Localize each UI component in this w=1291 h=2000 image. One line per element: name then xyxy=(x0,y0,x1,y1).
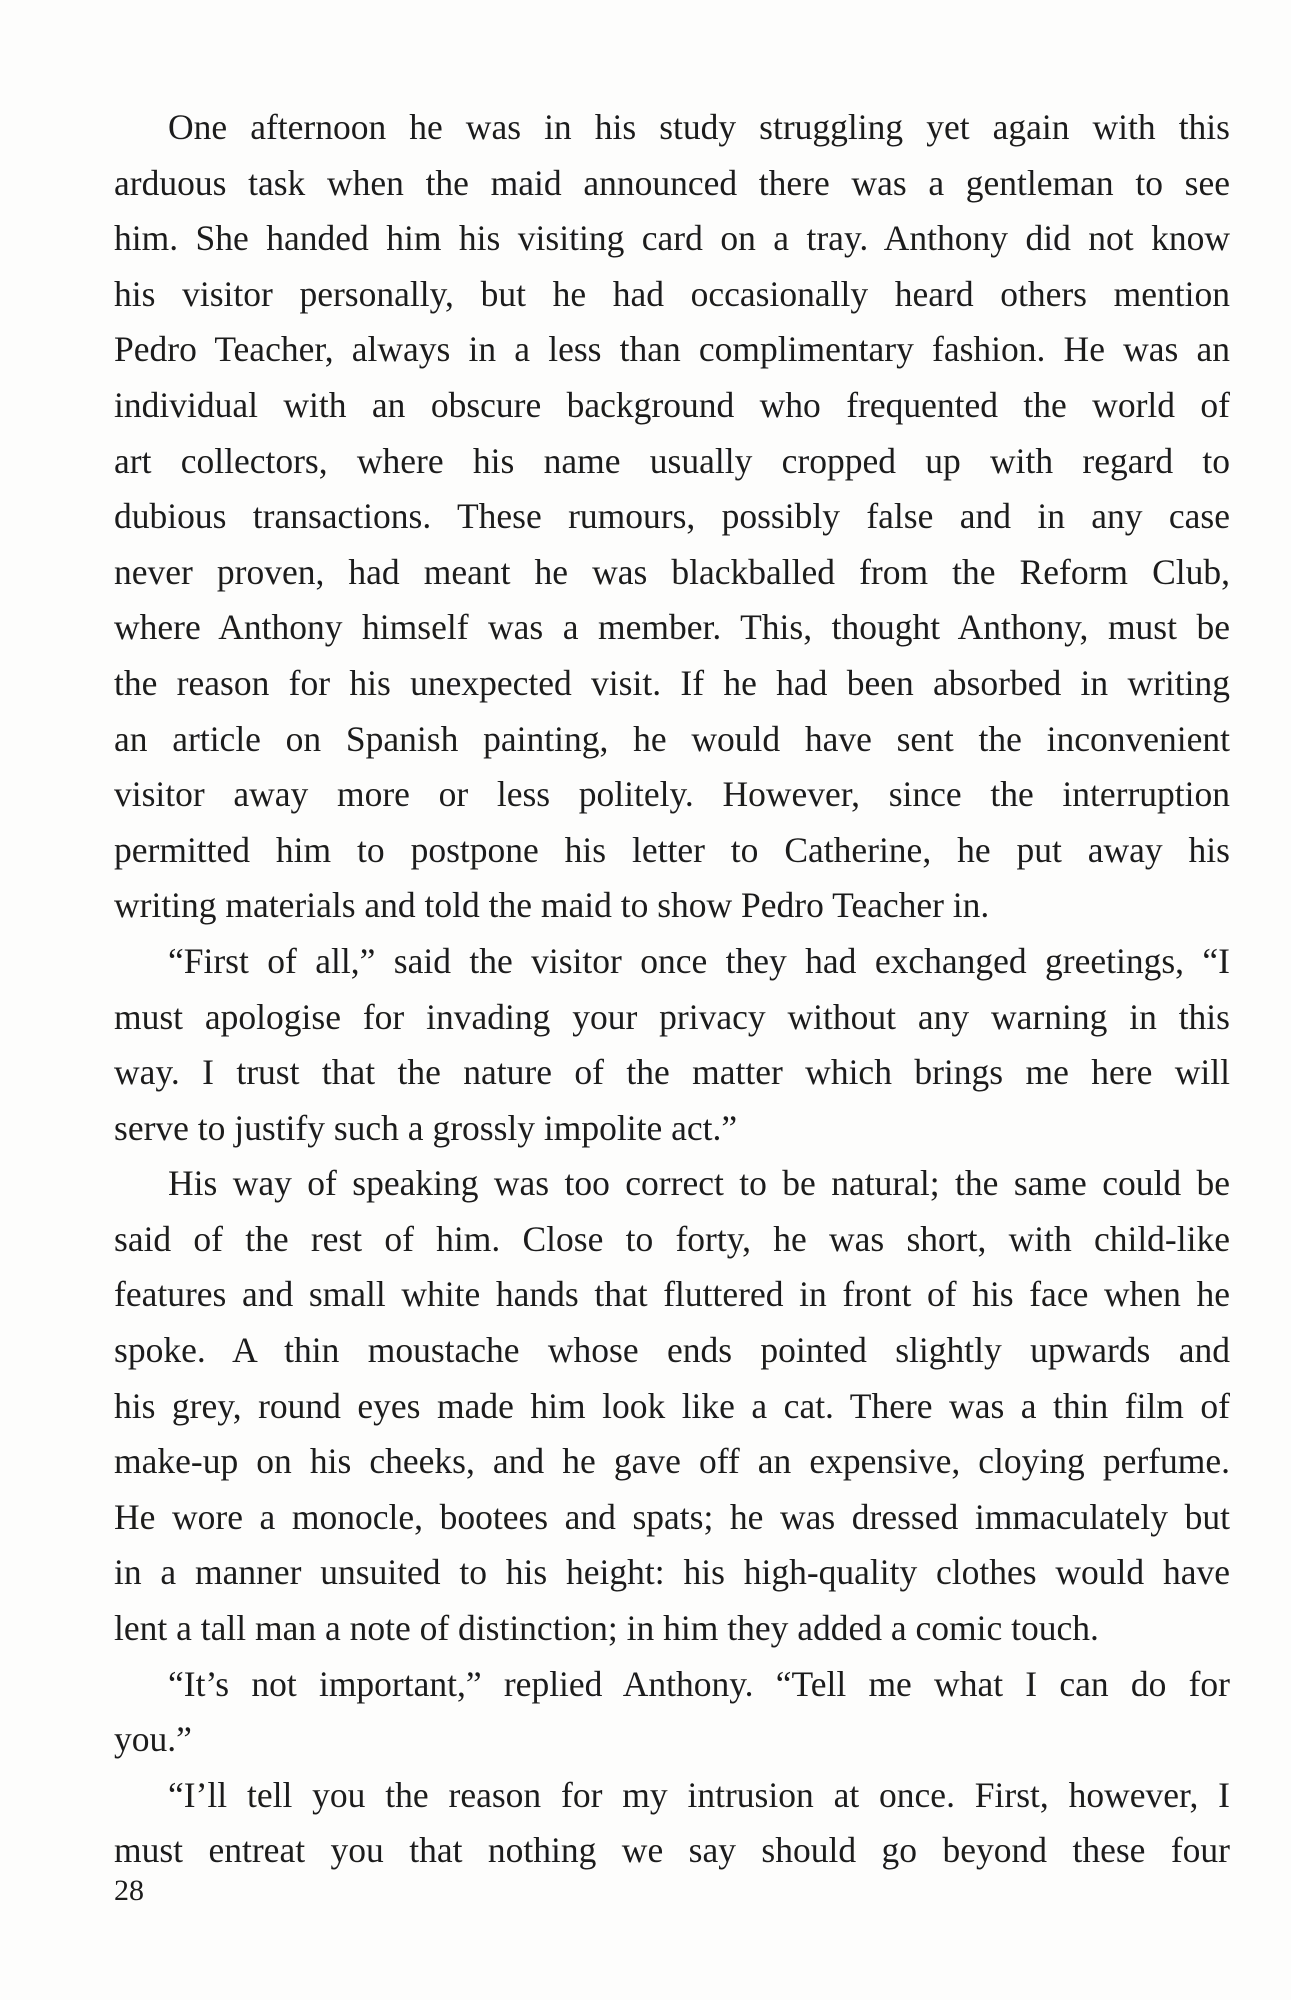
text-line: way. I trust that the nature of the matter which brings me here will xyxy=(114,1052,1230,1093)
text-line: where Anthony himself was a member. This, thought Anthony, must be xyxy=(114,607,1230,648)
text-line: never proven, had meant he was blackballed from the Reform Club, xyxy=(114,551,1230,592)
text-line: serve to justify such a grossly impolite act.” xyxy=(114,1107,738,1148)
text-line: individual with an obscure background who frequented the world of xyxy=(114,384,1230,425)
body-text xyxy=(114,100,1230,1879)
text-line: an article on Spanish painting, he would have sent the inconvenient xyxy=(114,718,1230,759)
text-line: his grey, round eyes made him look like a cat. There was a thin film of xyxy=(114,1385,1230,1426)
text-line: must entreat you that nothing we say should go beyond these four xyxy=(114,1830,1230,1871)
text-line: His way of speaking was too correct to be natural; the same could be xyxy=(168,1163,1230,1204)
text-line: “I’ll tell you the reason for my intrusion at once. First, however, I xyxy=(168,1774,1230,1815)
page-number: 28 xyxy=(114,1874,144,1907)
text-line: lent a tall man a note of distinction; in him they added a comic touch. xyxy=(114,1608,1099,1649)
text-line: his visitor personally, but he had occasionally heard others mention xyxy=(114,273,1230,314)
text-line: you.” xyxy=(114,1719,192,1760)
text-line: make-up on his cheeks, and he gave off an expensive, cloying perfume. xyxy=(114,1441,1230,1482)
text-line: arduous task when the maid announced there was a gentleman to see xyxy=(114,162,1230,203)
text-line: visitor away more or less politely. However, since the interruption xyxy=(114,774,1230,815)
text-line: “It’s not important,” replied Anthony. “Tell me what I can do for xyxy=(168,1663,1230,1704)
text-line: dubious transactions. These rumours, possibly false and in any case xyxy=(114,496,1230,537)
text-line: One afternoon he was in his study struggling yet again with this xyxy=(168,107,1230,147)
text-line: the reason for his unexpected visit. If he had been absorbed in writing xyxy=(114,662,1230,703)
text-line: “First of all,” said the visitor once they had exchanged greetings, “I xyxy=(168,940,1230,981)
text-line: writing materials and told the maid to show Pedro Teacher in. xyxy=(114,885,990,926)
text-line: him. She handed him his visiting card on a tray. Anthony did not know xyxy=(114,218,1230,259)
text-line: art collectors, where his name usually cropped up with regard to xyxy=(114,440,1230,481)
text-line: permitted him to postpone his letter to Catherine, he put away his xyxy=(114,829,1230,870)
text-line: said of the rest of him. Close to forty, he was short, with child-like xyxy=(114,1218,1230,1259)
text-line: He wore a monocle, bootees and spats; he was dressed immaculately but xyxy=(114,1496,1230,1537)
text-line: features and small white hands that fluttered in front of his face when he xyxy=(114,1274,1230,1315)
text-line: in a manner unsuited to his height: his high-quality clothes would have xyxy=(114,1552,1230,1593)
text-line: Pedro Teacher, always in a less than complimentary fashion. He was an xyxy=(114,329,1230,370)
text-line: spoke. A thin moustache whose ends pointed slightly upwards and xyxy=(114,1330,1230,1371)
text-line: must apologise for invading your privacy without any warning in this xyxy=(114,996,1230,1037)
